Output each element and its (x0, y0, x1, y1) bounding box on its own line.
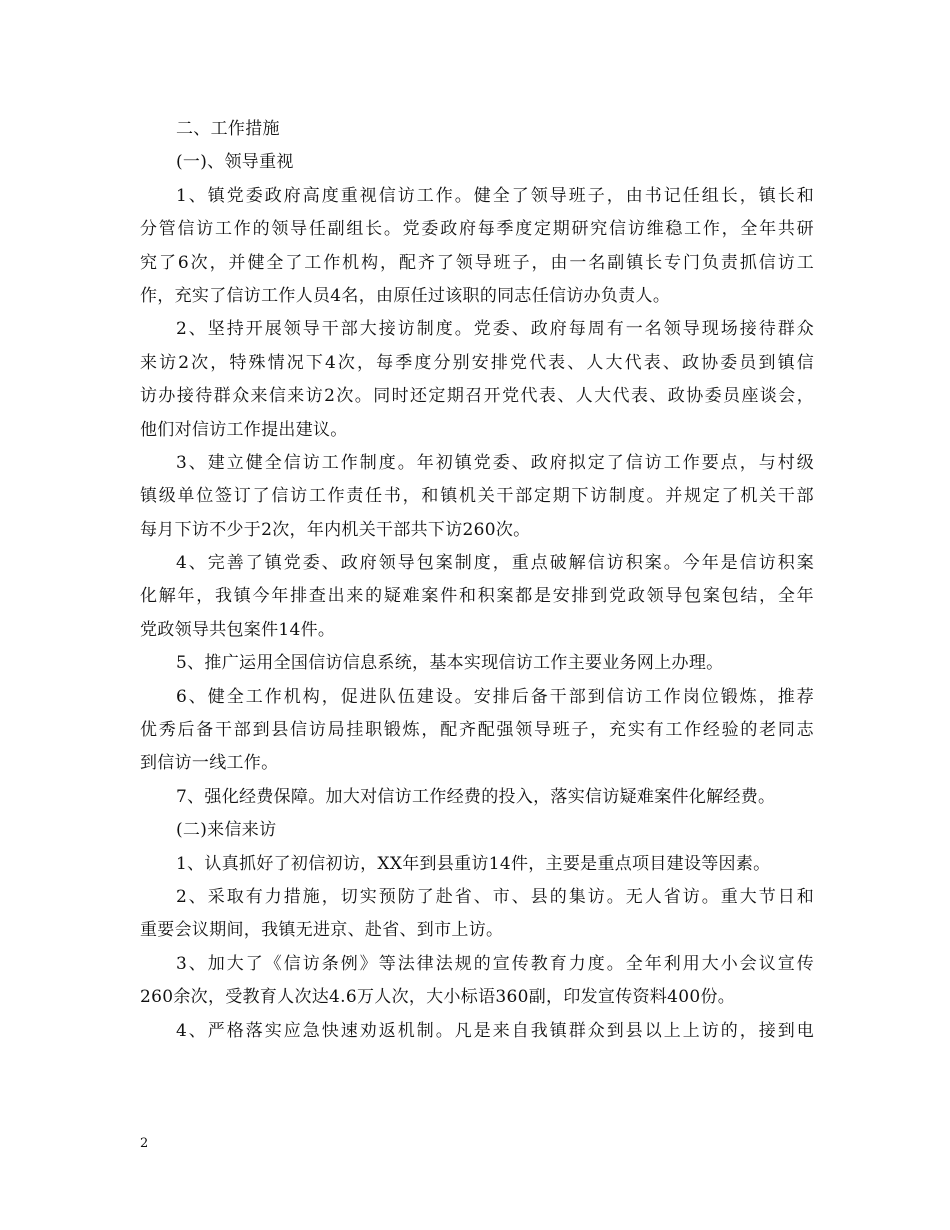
paragraph-line: 6、健全工作机构，促进队伍建设。安排后备干部到信访工作岗位锻炼，推荐 (176, 686, 814, 707)
paragraph-line: 每月下访不少于2次，年内机关干部共下访260次。 (140, 519, 531, 540)
document-body (140, 113, 814, 1048)
paragraph-line: 3、加大了《信访条例》等法律法规的宣传教育力度。全年利用大小会议宣传 (176, 953, 814, 974)
paragraph-line: 分管信访工作的领导任副组长。党委政府每季度定期研究信访维稳工作，全年共研 (140, 219, 814, 240)
paragraph-line: 镇级单位签订了信访工作责任书，和镇机关干部定期下访制度。并规定了机关干部 (140, 486, 814, 507)
paragraph-line: 2、坚持开展领导干部大接访制度。党委、政府每周有一名领导现场接待群众 (176, 319, 814, 340)
paragraph-line: 来访2次，特殊情况下4次，每季度分别安排党代表、人大代表、政协委员到镇信 (140, 352, 814, 373)
paragraph-line: 5、推广运用全国信访信息系统，基本实现信访工作主要业务网上办理。 (176, 653, 724, 674)
paragraph-line: 他们对信访工作提出建议。 (140, 419, 348, 440)
paragraph-line: 1、镇党委政府高度重视信访工作。健全了领导班子，由书记任组长，镇长和 (176, 185, 814, 206)
paragraph-line: 到信访一线工作。 (140, 753, 279, 774)
paragraph-line: 3、建立健全信访工作制度。年初镇党委、政府拟定了信访工作要点，与村级 (176, 452, 814, 473)
paragraph-line: 化解年，我镇今年排查出来的疑难案件和积案都是安排到党政领导包案包结，全年 (140, 586, 814, 607)
subsection-heading: (二)来信来访 (176, 820, 277, 841)
paragraph-line: 作，充实了信访工作人员4名，由原任过该职的同志任信访办负责人。 (140, 285, 671, 306)
paragraph-line: 260余次，受教育人次达4.6万人次，大小标语360副，印发宣传资料400份。 (140, 987, 736, 1008)
paragraph-line: 党政领导共包案件14件。 (140, 619, 336, 640)
paragraph-line: 4、完善了镇党委、政府领导包案制度，重点破解信访积案。今年是信访积案 (176, 553, 814, 574)
paragraph-line: 1、认真抓好了初信初访，XX年到县重访14件，主要是重点项目建设等因素。 (176, 853, 771, 874)
paragraph-line: 7、强化经费保障。加大对信访工作经费的投入，落实信访疑难案件化解经费。 (176, 786, 776, 807)
subsection-heading: (一)、领导重视 (176, 152, 294, 173)
paragraph-line: 访办接待群众来信来访2次。同时还定期召开党代表、人大代表、政协委员座谈会， (140, 386, 814, 407)
paragraph-line: 优秀后备干部到县信访局挂职锻炼，配齐配强领导班子，充实有工作经验的老同志 (140, 720, 814, 741)
paragraph-line: 重要会议期间，我镇无进京、赴省、到市上访。 (140, 920, 504, 941)
page-number: 2 (140, 1136, 149, 1151)
paragraph-line: 4、严格落实应急快速劝返机制。凡是来自我镇群众到县以上上访的，接到电 (176, 1020, 814, 1041)
paragraph-line: 2、采取有力措施，切实预防了赴省、市、县的集访。无人省访。重大节日和 (176, 886, 814, 907)
section-heading: 二、工作措施 (176, 119, 280, 139)
paragraph-line: 究了6次，并健全了工作机构，配齐了领导班子，由一名副镇长专门负责抓信访工 (140, 252, 814, 273)
